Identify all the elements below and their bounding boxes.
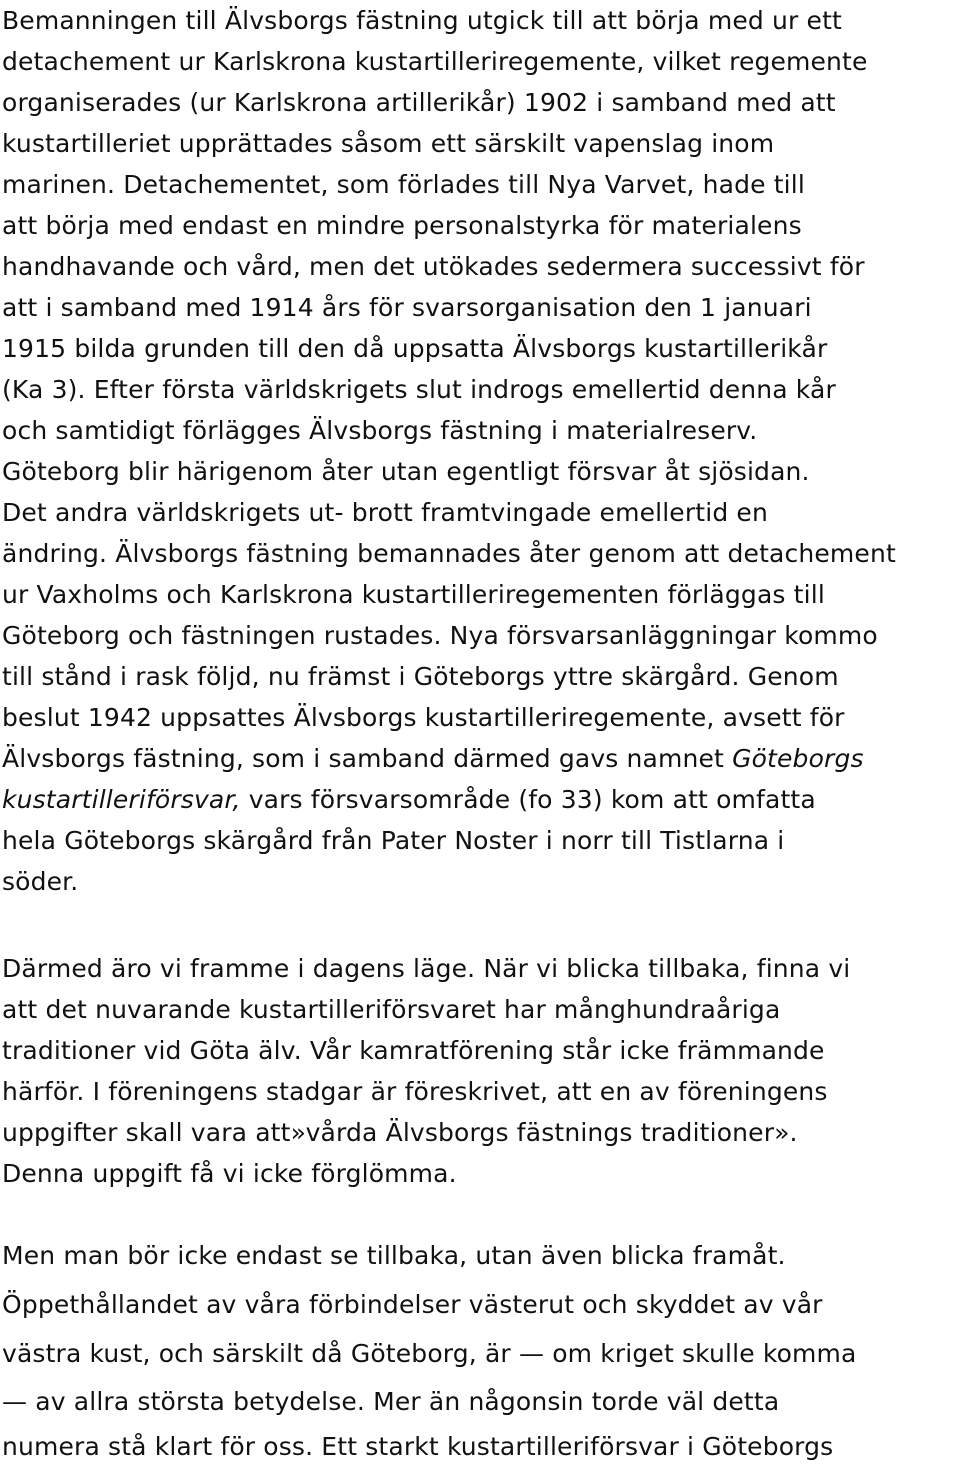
text-line: — av allra största betydelse. Mer än någonsin torde väl detta [2,1387,780,1416]
text-line: numera stå klart för oss. Ett starkt kustartilleriförsvar i Göteborgs [2,1432,834,1461]
text-line: Det andra världskrigets ut- brott framtvingade emellertid en [2,498,768,527]
text-line: uppgifter skall vara att»vårda Älvsborgs fästnings traditioner». [2,1118,798,1147]
text-line: att det nuvarande kustartilleriförsvaret har månghundraåriga [2,995,781,1024]
text-line: 1915 bilda grunden till den då uppsatta Älvsborgs kustartillerikår [2,334,828,363]
text-line: Bemanningen till Älvsborgs fästning utgick till att börja med ur ett [2,6,842,35]
text-line: Denna uppgift få vi icke förglömma. [2,1159,457,1188]
text-line: Öppethållandet av våra förbindelser västerut och skyddet av vår [2,1290,823,1319]
text-line [2,779,816,820]
italic-title-text: Göteborgs [732,744,864,773]
text-line: att börja med endast en mindre personalstyrka för materialens [2,211,802,240]
text-line: söder. [2,867,79,896]
text-line: beslut 1942 uppsattes Älvsborgs kustartilleriregemente, avsett för [2,703,845,732]
text-line: ur Vaxholms och Karlskrona kustartilleriregementen förläggas till [2,580,825,609]
text-line: ändring. Älvsborgs fästning bemannades åter genom att detachement [2,539,896,568]
text-line: Men man bör icke endast se tillbaka, utan även blicka framåt. [2,1241,786,1270]
text-line [2,738,864,779]
text-line: marinen. Detachementet, som förlades till Nya Varvet, hade till [2,170,805,199]
text-line: organiserades (ur Karlskrona artillerikår) 1902 i samband med att [2,88,836,117]
text-line: traditioner vid Göta älv. Vår kamratförening står icke främmande [2,1036,825,1065]
text-line: västra kust, och särskilt då Göteborg, är — om kriget skulle komma [2,1339,857,1368]
text-run: Älvsborgs fästning, som i samband därmed gavs namnet [2,744,733,773]
text-line: härför. I föreningens stadgar är föreskrivet, att en av föreningens [2,1077,828,1106]
text-line: till stånd i rask följd, nu främst i Göteborgs yttre skärgård. Genom [2,662,839,691]
text-run: vars försvarsområde (fo 33) kom att omfatta [240,785,816,814]
text-line: detachement ur Karlskrona kustartilleriregemente, vilket regemente [2,47,868,76]
text-line: handhavande och vård, men det utökades sedermera successivt för [2,252,865,281]
text-line: (Ka 3). Efter första världskrigets slut indrogs emellertid denna kår [2,375,836,404]
text-line: kustartilleriet upprättades såsom ett särskilt vapenslag inom [2,129,775,158]
italic-title-text: kustartilleriförsvar, [2,785,241,814]
text-line: och samtidigt förlägges Älvsborgs fästning i materialreserv. [2,416,758,445]
text-line: hela Göteborgs skärgård från Pater Noster i norr till Tistlarna i [2,826,785,855]
text-line: att i samband med 1914 års för svarsorganisation den 1 januari [2,293,812,322]
text-line: Därmed äro vi framme i dagens läge. När vi blicka tillbaka, finna vi [2,954,851,983]
text-line: Göteborg blir härigenom åter utan egentligt försvar åt sjösidan. [2,457,810,486]
text-line: Göteborg och fästningen rustades. Nya försvarsanläggningar kommo [2,621,878,650]
